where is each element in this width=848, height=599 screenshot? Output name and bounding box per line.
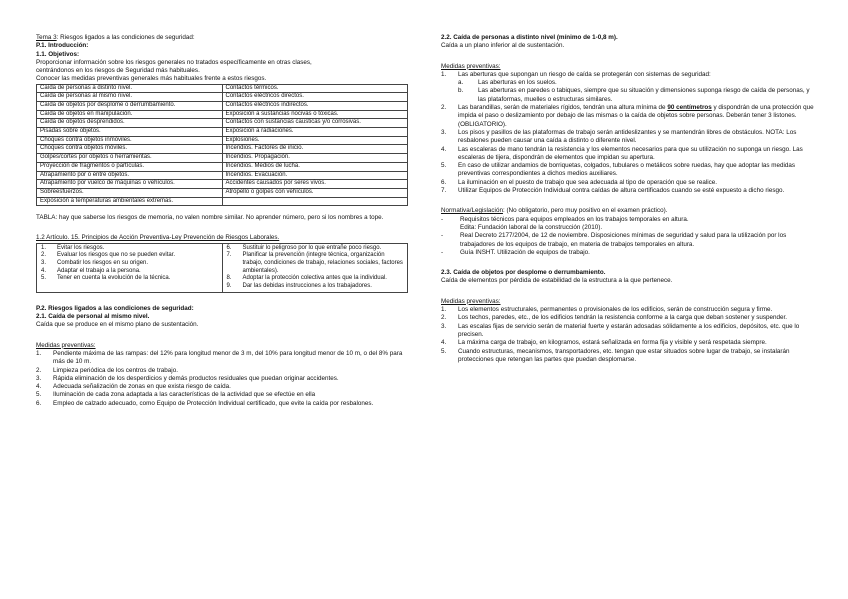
list-item bbox=[441, 71, 814, 79]
section-22-description: Caída a un plano inferior al de sustentación. bbox=[441, 42, 565, 50]
table-cell bbox=[222, 197, 408, 206]
legislation-label: Normativa/Legislación bbox=[441, 207, 503, 215]
item-number: - bbox=[441, 232, 444, 240]
item-text: Adoptar la protección colectiva antes que la individual. bbox=[242, 275, 387, 282]
left-column bbox=[36, 34, 408, 408]
item-number: 5. bbox=[441, 162, 447, 170]
list-item bbox=[441, 146, 814, 163]
table-cell: Accidentes causados por seres vivos. bbox=[222, 180, 408, 189]
item-text: Real Decreto 2177/2004, de 12 de noviembre. Disposiciones mínimas de seguridad y salud para la utilización por los trabajadores de los equipos de trabajo, en materia de trabajos temporales en altura. bbox=[460, 232, 787, 248]
table-row bbox=[37, 154, 408, 163]
table-row bbox=[37, 180, 408, 189]
measures-list-23 bbox=[441, 306, 814, 364]
table-cell: Atrapamiento por o entre objetos. bbox=[37, 171, 223, 180]
item-number: 1. bbox=[36, 350, 42, 357]
item-number: 1. bbox=[441, 70, 447, 78]
item-text: Limpieza periódica de los centros de trabajo. bbox=[53, 366, 178, 374]
list-item bbox=[441, 323, 814, 340]
measures-list-22 bbox=[441, 71, 814, 195]
topic-title-text: : Riesgos ligados a las condiciones de seguridad: bbox=[56, 34, 195, 41]
item-number: 5. bbox=[441, 347, 447, 355]
list-item bbox=[36, 391, 408, 399]
section-23-description: Caída de elementos por pérdida de estabilidad de la estructura a la que pertenece. bbox=[441, 277, 673, 285]
table-cell: Caída de objetos en manipulación. bbox=[37, 110, 223, 119]
item-number: 3. bbox=[441, 322, 447, 330]
item-text: Planificar la prevención (integre técnica, organización trabajo, condiciones de trabajo, relaciones sociales, factores ambientales). bbox=[242, 252, 403, 274]
item-number: 1. bbox=[441, 306, 447, 314]
item-number: 6. bbox=[36, 399, 42, 407]
legislation-heading bbox=[441, 207, 814, 215]
item-text: Cuando estructuras, mecanismos, transportadores, etc. tengan que estar situados sobre lugar de trabajo, se instalarán protecciones que retengan las partes que puedan desplomarse. bbox=[458, 347, 790, 363]
list-item bbox=[441, 249, 814, 257]
list-item bbox=[41, 245, 218, 253]
table-cell: Exposición a temperaturas ambientales extremas. bbox=[37, 197, 223, 206]
list-item bbox=[36, 375, 408, 383]
objectives-heading: 1.1. Objetivos: bbox=[36, 50, 80, 58]
item-text: Los elementos estructurales, permanentes o provisionales de los edificios, serán de construcción segura y firme. bbox=[458, 306, 773, 314]
list-item bbox=[36, 367, 408, 375]
table-row bbox=[37, 162, 408, 171]
item-number: 8. bbox=[226, 275, 232, 282]
item-text: Las aberturas en paredes o tabiques, siempre que su situación y dimensiones suponga riesgo de caída de personas, y las plataformas, muelles o estructuras similares. bbox=[478, 87, 810, 103]
item-number: 7. bbox=[441, 187, 447, 195]
table-cell: Caída de personas al mismo nivel. bbox=[37, 93, 223, 102]
item-number: - bbox=[441, 248, 444, 256]
item-text: Rápida eliminación de los desperdicios y demás productos residuales que puedan originar accidentes. bbox=[53, 374, 339, 382]
item-text: Pendiente máxima de las rampas: del 12% para longitud menor de 3 m, del 10% para longitud menor de 10 m, o del 8% para más de 10 m. bbox=[53, 350, 403, 366]
table-row bbox=[37, 188, 408, 197]
table-cell: Caída de objetos por desplome o derrumbamiento. bbox=[37, 102, 223, 111]
legislation-list bbox=[441, 216, 814, 224]
item-text: Iluminación de cada zona adaptada a las características de la actividad que se efectúe en ella bbox=[53, 391, 316, 399]
item-text: Evitar los riesgos. bbox=[57, 244, 105, 251]
table-cell: Atropello o golpes con vehículos. bbox=[222, 188, 408, 197]
list-item bbox=[41, 275, 218, 283]
table-cell: Atrapamiento por vuelco de máquinas o vehículos. bbox=[37, 180, 223, 189]
list-item bbox=[441, 314, 814, 322]
item-text: Combatir los riesgos en su origen. bbox=[57, 260, 149, 267]
section-21-description: Caída que se produce en el mismo plano de sustentación. bbox=[36, 321, 199, 329]
table-row bbox=[37, 197, 408, 206]
table-row bbox=[37, 171, 408, 180]
item-number: 2. bbox=[36, 366, 42, 374]
list-item bbox=[41, 252, 218, 260]
item-text: Las aberturas que supongan un riesgo de caída se protegerán con sistemas de seguridad: bbox=[458, 70, 711, 78]
item-number: 4. bbox=[441, 339, 447, 347]
legislation-note: : (No obligatorio, pero muy positivo en el examen práctico). bbox=[502, 207, 668, 215]
item-number: 6. bbox=[226, 244, 232, 251]
table-row bbox=[37, 84, 408, 93]
item-number: 1. bbox=[41, 244, 47, 251]
text-part: y dispondrán de una protección que impida el paso o deslizamiento por debajo de las mismas o la caída de objetos sobre personas. Deberán tener 3 listones. (OBLIGATORIO). bbox=[458, 104, 814, 128]
item-text: Utilizar Equipos de Protección Individual contra caídas de altura certificados cuando se esté expuesto a dicho riesgo. bbox=[458, 187, 785, 195]
item-number: b. bbox=[458, 87, 464, 95]
objectives-line-2: centrándonos en los riesgos de Seguridad más habituales. bbox=[36, 67, 200, 75]
item-text: Tener en cuenta la evolución de la técnica. bbox=[57, 275, 171, 282]
table-cell: Proyección de fragmentos o partículas. bbox=[37, 162, 223, 171]
section-p1-heading: P.1. Introducción: bbox=[36, 42, 89, 50]
item-number: 7. bbox=[226, 252, 232, 259]
list-item bbox=[441, 232, 814, 249]
item-number: 2. bbox=[441, 314, 447, 322]
table-row bbox=[37, 119, 408, 128]
table-cell: Contactos térmicos. bbox=[222, 84, 408, 93]
measures-heading: Medidas preventivas: bbox=[36, 341, 96, 349]
table-cell: Golpes/cortes por objetos o herramientas. bbox=[37, 154, 223, 163]
list-item bbox=[36, 383, 408, 391]
list-item bbox=[227, 275, 404, 283]
measures-rest bbox=[441, 129, 814, 195]
table-cell: Caída de personas a distinto nivel. bbox=[37, 84, 223, 93]
item-text: Adecuada señalización de zonas en que exista riesgo de caída. bbox=[53, 383, 231, 391]
list-item bbox=[441, 179, 814, 187]
table-cell: Incendios. Propagación. bbox=[222, 154, 408, 163]
list-item bbox=[227, 252, 404, 275]
item-text: Las escaleras de mano tendrán la resistencia y los elementos necesarios para que su utilización no suponga un riesgo. Las escaleras de tijera, dispondrán de elementos que impidan su apertura. bbox=[458, 145, 803, 161]
table-row bbox=[37, 145, 408, 154]
list-item bbox=[441, 306, 814, 314]
item-number: 2. bbox=[41, 252, 47, 259]
principles-table bbox=[36, 243, 408, 293]
topic-title bbox=[36, 34, 408, 42]
section-22-heading: 2.2. Caída de personas a distinto nivel (mínimo de 1-0,8 m). bbox=[441, 34, 618, 41]
item-text: Las aberturas en los suelos. bbox=[478, 79, 557, 87]
legislation-edita: Edita: Fundación laboral de la construcción (2010). bbox=[460, 223, 603, 231]
measures-heading: Medidas preventivas: bbox=[441, 297, 501, 305]
section-p2-heading: P.2. Riesgos ligados a las condiciones de seguridad: bbox=[36, 304, 194, 312]
item-text: Evaluar los riesgos que no se pueden evitar. bbox=[57, 252, 176, 259]
item-text: Las escalas fijas de servicio serán de material fuerte y estarán adosadas sólidamente a los edificios, depósitos, etc. que lo precisen. bbox=[458, 322, 800, 338]
table-cell: Sobreesfuerzos. bbox=[37, 188, 223, 197]
item-text: Adaptar el trabajo a la persona. bbox=[57, 267, 141, 274]
table-row bbox=[37, 93, 408, 102]
article-heading: 1.2 Artículo. 15. Principios de Acción Preventiva-Ley Prevención de Riesgos Laborales. bbox=[36, 234, 280, 242]
section-21-heading: 2.1. Caída de personal al mismo nivel. bbox=[36, 313, 150, 321]
item-number: 3. bbox=[41, 260, 47, 267]
table-cell: Contactos eléctricos directos. bbox=[222, 93, 408, 102]
table-cell: Pisadas sobre objetos. bbox=[37, 128, 223, 137]
item-text: Requisitos técnicos para equipos empleados en los trabajos temporales en altura. bbox=[460, 215, 689, 223]
list-item bbox=[227, 283, 404, 291]
item-number: a. bbox=[458, 79, 464, 87]
measures-heading: Medidas preventivas: bbox=[441, 62, 501, 70]
text-part: Las barandillas, serán de materiales rígidos, tendrán una altura mínima de bbox=[458, 104, 668, 112]
topic-number: Tema 3 bbox=[36, 34, 57, 41]
table-row bbox=[37, 110, 408, 119]
item-text: Guía INSHT. Utilización de equipos de trabajo. bbox=[460, 248, 590, 256]
table-cell: Choques contra objetos inmóviles. bbox=[37, 136, 223, 145]
item-number: 4. bbox=[441, 145, 447, 153]
list-item bbox=[441, 348, 814, 365]
table-cell: Caída de objetos desprendidos. bbox=[37, 119, 223, 128]
right-column bbox=[441, 34, 814, 364]
list-item bbox=[441, 216, 814, 224]
item-number: 5. bbox=[41, 275, 47, 282]
table-row bbox=[37, 128, 408, 137]
list-item bbox=[36, 350, 408, 367]
item-text: La máxima carga de trabajo, en kilogramos, estará señalizada en forma fija y visible y será respetada siempre. bbox=[458, 339, 767, 347]
table-note: TABLA: hay que saberse los riesgos de memoria, no valen nombre similar. No aprender número, pero si los nombres a tope. bbox=[36, 214, 384, 222]
item-text: La iluminación en el puesto de trabajo que sea adecuada al tipo de operación que se realice. bbox=[458, 178, 718, 186]
list-item bbox=[441, 187, 814, 195]
item-number: 5. bbox=[36, 391, 42, 399]
item-number: 4. bbox=[36, 383, 42, 391]
table-cell: Choques contra objetos móviles. bbox=[37, 145, 223, 154]
item-text bbox=[458, 104, 814, 129]
sublist bbox=[441, 79, 814, 104]
table-cell: Contactos con sustancias causticas y/o corrosivas. bbox=[222, 119, 408, 128]
list-item bbox=[227, 245, 404, 253]
item-number: - bbox=[441, 215, 444, 223]
table-cell: Incendios. Factores de inicio. bbox=[222, 145, 408, 154]
item-number: 4. bbox=[41, 267, 47, 274]
table-cell: Incendios. Medios de lucha. bbox=[222, 162, 408, 171]
list-item bbox=[441, 129, 814, 146]
underlined-measure: 90 centímetros bbox=[667, 104, 712, 112]
list-item bbox=[441, 162, 814, 179]
table-cell: Contactos eléctricos indirectos. bbox=[222, 102, 408, 111]
section-23-heading: 2.3. Caída de objetos por desplome o derrumbamiento. bbox=[441, 269, 606, 277]
table-cell: Explosiones. bbox=[222, 136, 408, 145]
list-item bbox=[441, 339, 814, 347]
item-number: 3. bbox=[441, 128, 447, 136]
list-item bbox=[441, 104, 814, 129]
list-item bbox=[441, 87, 814, 104]
measures-list-21 bbox=[36, 350, 408, 408]
table-cell: Exposición a radiaciones. bbox=[222, 128, 408, 137]
item-text: En caso de utilizar andamios de borriquetas, colgados, tubulares o metálicos sobre ruedas, hay que adoptar las medidas preventivas correspondientes a dichos medios auxiliares. bbox=[458, 162, 796, 178]
list-item bbox=[41, 260, 218, 268]
item-text: Dar las debidas instrucciones a los trabajadores. bbox=[242, 283, 372, 290]
objectives-line-3: Conocer las medidas preventivas generales más habituales frente a estos riesgos. bbox=[36, 75, 267, 83]
item-text: Los techos, paredes, etc., de los edificios tendrán la resistencia conforme a la carga que deban sostener y suspender. bbox=[458, 314, 788, 322]
list-item bbox=[441, 79, 814, 87]
principles-left-column bbox=[37, 244, 223, 292]
objectives-line-1: Proporcionar información sobre los riesgos generales no tratados específicamente en otras clases, bbox=[36, 58, 312, 66]
table-row bbox=[37, 136, 408, 145]
principles-right-column bbox=[223, 244, 408, 292]
item-text: Los pisos y pasillos de las plataformas de trabajo serán antideslizantes y se mantendrán libres de obstáculos. NOTA: Los resbalones pueden causar una caída a distinto o diferente nivel. bbox=[458, 128, 797, 145]
item-number: 6. bbox=[441, 178, 447, 186]
item-text: Sustituir lo peligroso por lo que entrañe poco riesgo. bbox=[242, 244, 382, 251]
item-number: 3. bbox=[36, 374, 42, 382]
item-text: Empleo de calzado adecuado, como Equipo de Protección Individual certificado, que evite la caída por resbalones. bbox=[53, 399, 374, 407]
item-number: 9. bbox=[226, 283, 232, 290]
item-number: 2. bbox=[441, 104, 447, 112]
list-item bbox=[41, 268, 218, 276]
table-cell: Exposición a sustancias nocivas o tóxicas. bbox=[222, 110, 408, 119]
list-item bbox=[36, 400, 408, 408]
risk-table bbox=[36, 84, 408, 206]
table-cell: Incendios. Evacuación. bbox=[222, 171, 408, 180]
legislation-list-2 bbox=[441, 232, 814, 257]
table-row bbox=[37, 102, 408, 111]
